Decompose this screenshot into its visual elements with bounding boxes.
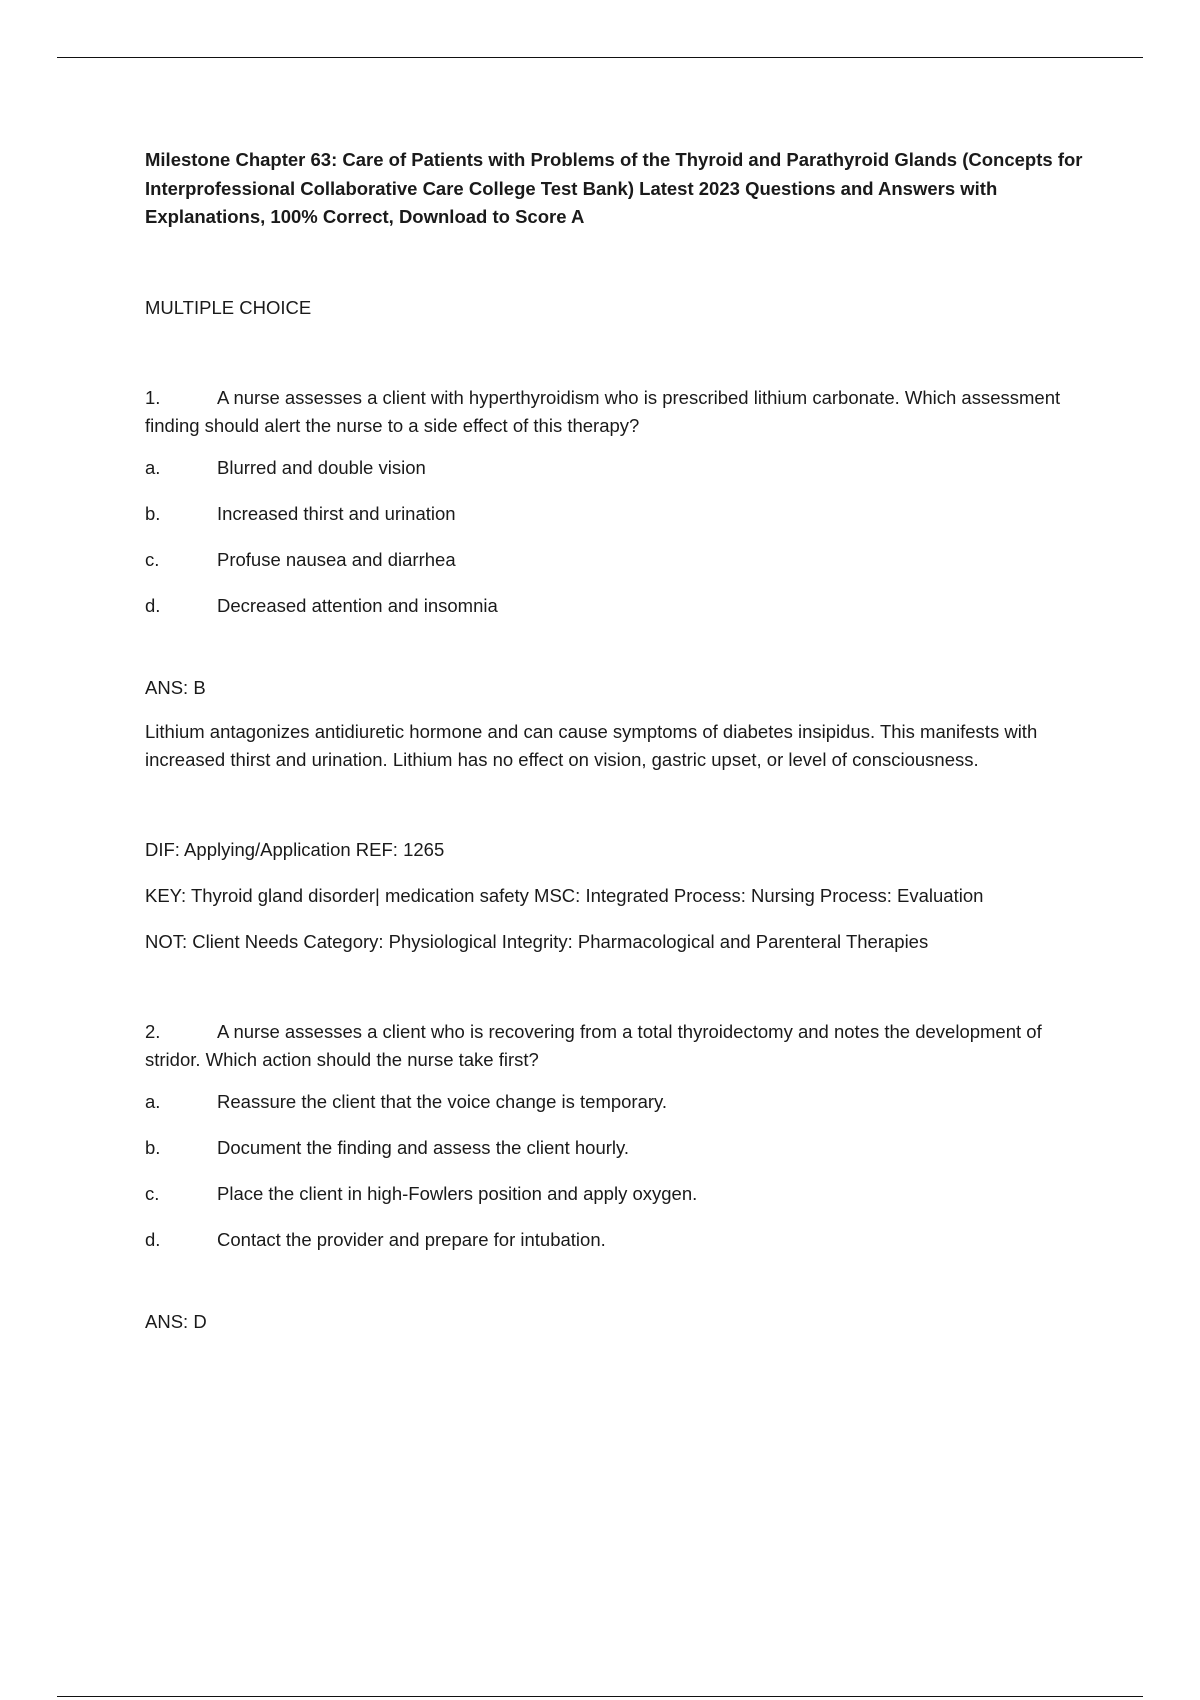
option-letter: d. bbox=[145, 1228, 161, 1250]
question-metadata bbox=[145, 836, 1090, 974]
option-c bbox=[145, 546, 1090, 592]
question-2 bbox=[145, 1018, 1090, 1336]
option-letter: c. bbox=[145, 1182, 160, 1204]
key-line: KEY: Thyroid gland disorder| medication safety MSC: Integrated Process: Nursing Process: Evaluation bbox=[145, 884, 984, 906]
option-text: Document the finding and assess the client hourly. bbox=[217, 1136, 630, 1158]
question-text: A nurse assesses a client with hyperthyroidism who is prescribed lithium carbonate. Which assessment finding should alert the nurse to a side effect of this therapy? bbox=[145, 386, 1061, 436]
question-1 bbox=[145, 384, 1090, 974]
option-a bbox=[145, 454, 1090, 500]
option-d bbox=[145, 1226, 1090, 1272]
option-d bbox=[145, 592, 1090, 638]
answer-key: ANS: B bbox=[145, 676, 206, 698]
option-text: Place the client in high-Fowlers position and apply oxygen. bbox=[217, 1182, 698, 1204]
top-rule bbox=[57, 57, 1143, 58]
dif-line: DIF: Applying/Application REF: 1265 bbox=[145, 838, 445, 860]
question-text: A nurse assesses a client who is recovering from a total thyroidectomy and notes the development of stridor. Which action should the nurse take first? bbox=[145, 1020, 1042, 1070]
options-list bbox=[145, 454, 1090, 638]
option-text: Contact the provider and prepare for intubation. bbox=[217, 1228, 606, 1250]
option-text: Reassure the client that the voice change is temporary. bbox=[217, 1090, 668, 1112]
option-letter: c. bbox=[145, 548, 160, 570]
option-letter: a. bbox=[145, 456, 161, 478]
option-letter: b. bbox=[145, 502, 161, 524]
options-list bbox=[145, 1088, 1090, 1272]
option-letter: d. bbox=[145, 594, 161, 616]
document-body bbox=[145, 146, 1090, 1336]
option-b bbox=[145, 1134, 1090, 1180]
option-text: Profuse nausea and diarrhea bbox=[217, 548, 456, 570]
option-c bbox=[145, 1180, 1090, 1226]
option-text: Increased thirst and urination bbox=[217, 502, 456, 524]
option-text: Blurred and double vision bbox=[217, 456, 426, 478]
option-b bbox=[145, 500, 1090, 546]
option-letter: a. bbox=[145, 1090, 161, 1112]
option-letter: b. bbox=[145, 1136, 161, 1158]
document-title: Milestone Chapter 63: Care of Patients with Problems of the Thyroid and Parathyroid Glands (Concepts for Interprofessional Collaborative Care College Test Bank) Latest 2023 Questions and Answers with Explanations, 100% Correct, Download to Score A bbox=[145, 149, 1083, 227]
option-text: Decreased attention and insomnia bbox=[217, 594, 498, 616]
question-number: 1. bbox=[145, 386, 161, 408]
option-a bbox=[145, 1088, 1090, 1134]
not-line: NOT: Client Needs Category: Physiological Integrity: Pharmacological and Parenteral Therapies bbox=[145, 930, 929, 952]
answer-key: ANS: D bbox=[145, 1310, 207, 1332]
question-stem bbox=[145, 1018, 1090, 1074]
question-number: 2. bbox=[145, 1020, 161, 1042]
section-heading: MULTIPLE CHOICE bbox=[145, 296, 312, 318]
answer-explanation: Lithium antagonizes antidiuretic hormone and can cause symptoms of diabetes insipidus. This manifests with increased thirst and urination. Lithium has no effect on vision, gastric upset, or level of consciousness. bbox=[145, 720, 1038, 770]
bottom-rule bbox=[57, 1696, 1143, 1697]
question-stem bbox=[145, 384, 1090, 440]
